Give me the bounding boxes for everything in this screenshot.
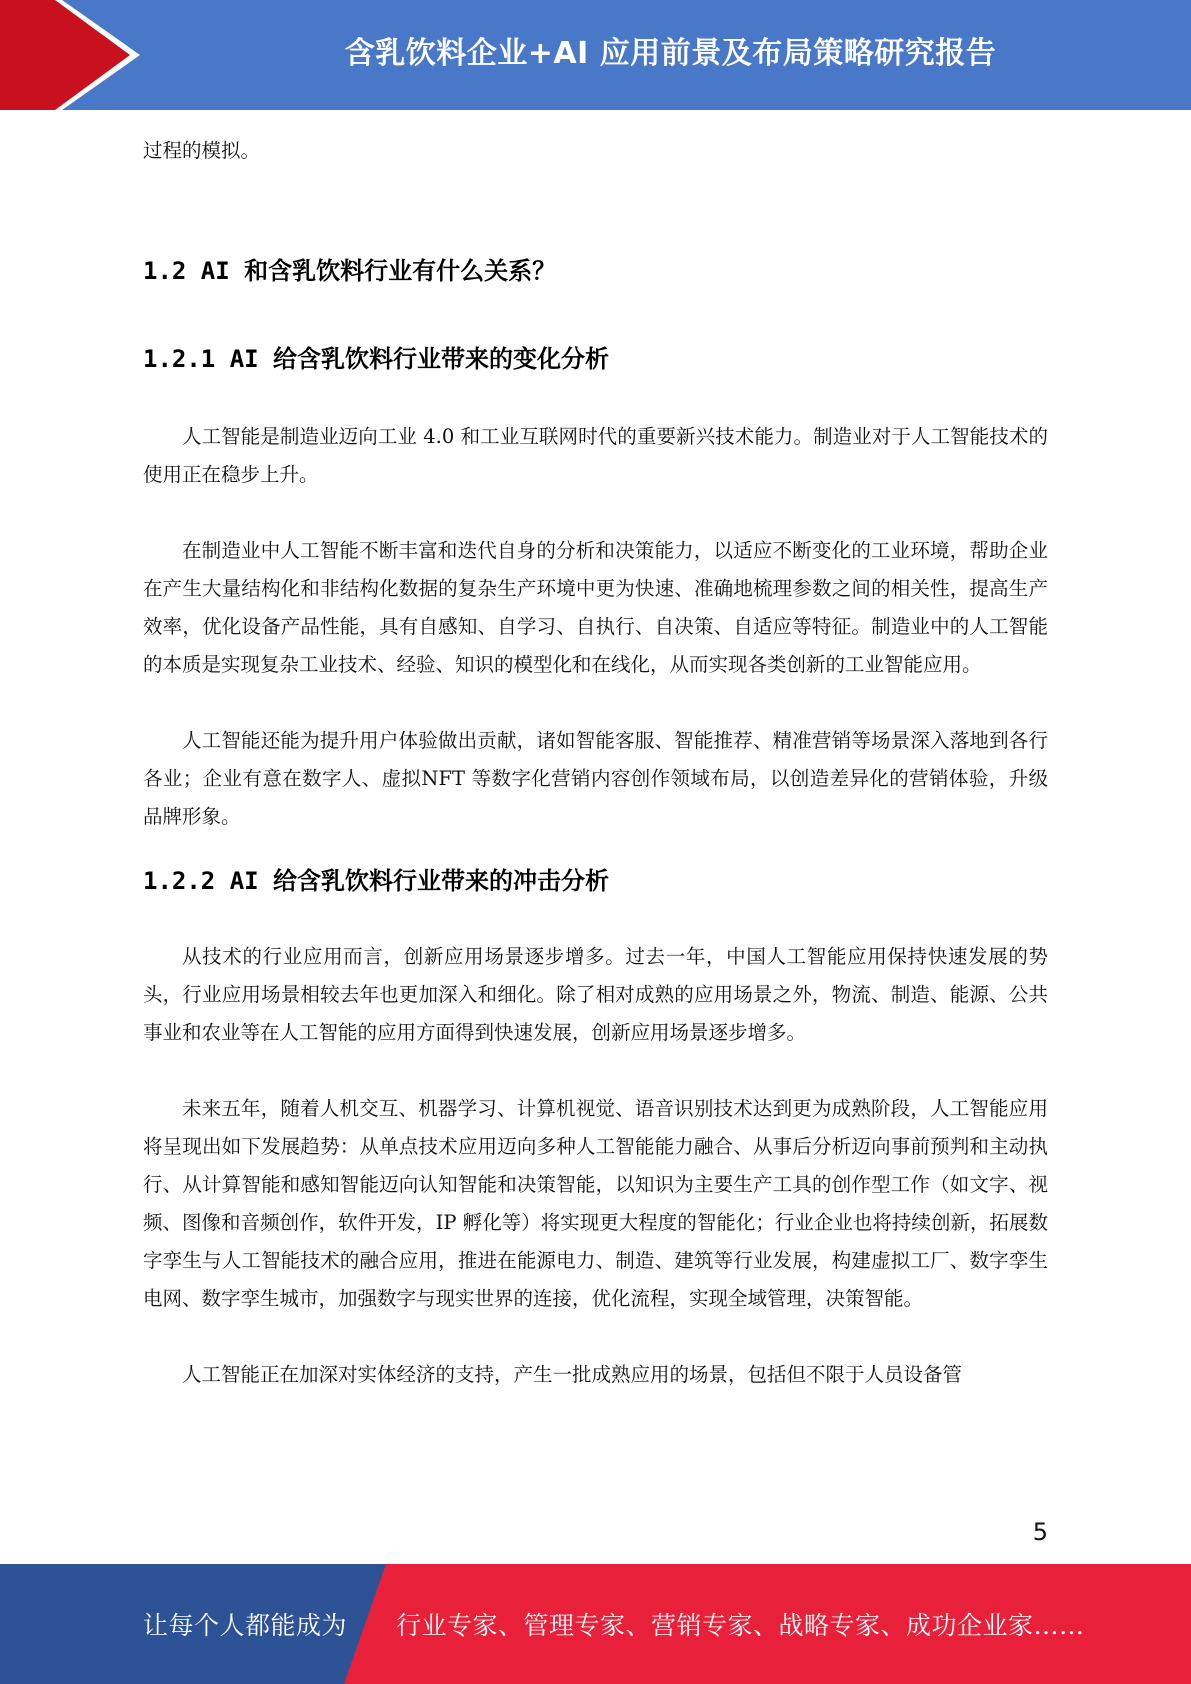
paragraph: 人工智能是制造业迈向工业 4.0 和工业互联网时代的重要新兴技术能力。制造业对于人工智能技术的使用正在稳步上升。 [143, 425, 1048, 486]
page-header [0, 0, 1191, 110]
paragraph: 未来五年，随着人机交互、机器学习、计算机视觉、语音识别技术达到更为成熟阶段，人工智能应用将呈现出如下发展趋势：从单点技术应用迈向多种人工智能能力融合、从事后分析迈向事前预判和主动执行、从计算智能和感知智能迈向认知智能和决策智能，以知识为主要生产工具的创作型工作（如文字、视频、图像和音频创作，软件开发，IP 孵化等）将实现更大程度的智能化；行业企业也将持续创新，拓展数字孪生与人工智能技术的融合应用，推进在能源电力、制造、建筑等行业发展，构建虚拟工厂、数字孪生电网、数字孪生城市，加强数字与现实世界的连接，优化流程，实现全域管理，决策智能。 [143, 1097, 1048, 1310]
page-number: 5 [1032, 1518, 1048, 1546]
paragraph: 从技术的行业应用而言，创新应用场景逐步增多。过去一年，中国人工智能应用保持快速发展的势头，行业应用场景相较去年也更加深入和细化。除了相对成熟的应用场景之外，物流、制造、能源、公共事业和农业等在人工智能的应用方面得到快速发展，创新应用场景逐步增多。 [143, 945, 1048, 1044]
header-chevron-decoration [0, 0, 160, 110]
header-title: 含乳饮料企业+AI 应用前景及布局策略研究报告 [344, 36, 997, 71]
paragraph: 在制造业中人工智能不断丰富和迭代自身的分析和决策能力，以适应不断变化的工业环境，帮助企业在产生大量结构化和非结构化数据的复杂生产环境中更为快速、准确地梳理参数之间的相关性，提高生产效率，优化设备产品性能，具有自感知、自学习、自执行、自决策、自适应等特征。制造业中的人工智能的本质是实现复杂工业技术、经验、知识的模型化和在线化，从而实现各类创新的工业智能应用。 [143, 539, 1048, 676]
page-footer [0, 1564, 1191, 1684]
report-body [143, 132, 1048, 1394]
section-heading-1-2: 1.2 AI 和含乳饮料行业有什么关系？ [143, 257, 557, 285]
section-heading-1-2-1: 1.2.1 AI 给含乳饮料行业带来的变化分析 [143, 345, 610, 373]
footer-slogan-left: 让每个人都能成为 [143, 1611, 348, 1640]
paragraph: 人工智能还能为提升用户体验做出贡献，诸如智能客服、智能推荐、精准营销等场景深入落地到各行各业；企业有意在数字人、虚拟NFT 等数字化营销内容创作领域布局，以创造差异化的营销体验，升级品牌形象。 [143, 729, 1048, 828]
section-heading-1-2-2: 1.2.2 AI 给含乳饮料行业带来的冲击分析 [143, 867, 610, 895]
paragraph-intro: 过程的模拟。 [143, 139, 261, 162]
footer-slogan-right: 行业专家、管理专家、营销专家、战略专家、成功企业家…… [396, 1611, 1085, 1640]
paragraph: 人工智能正在加深对实体经济的支持，产生一批成熟应用的场景，包括但不限于人员设备管 [182, 1363, 963, 1386]
